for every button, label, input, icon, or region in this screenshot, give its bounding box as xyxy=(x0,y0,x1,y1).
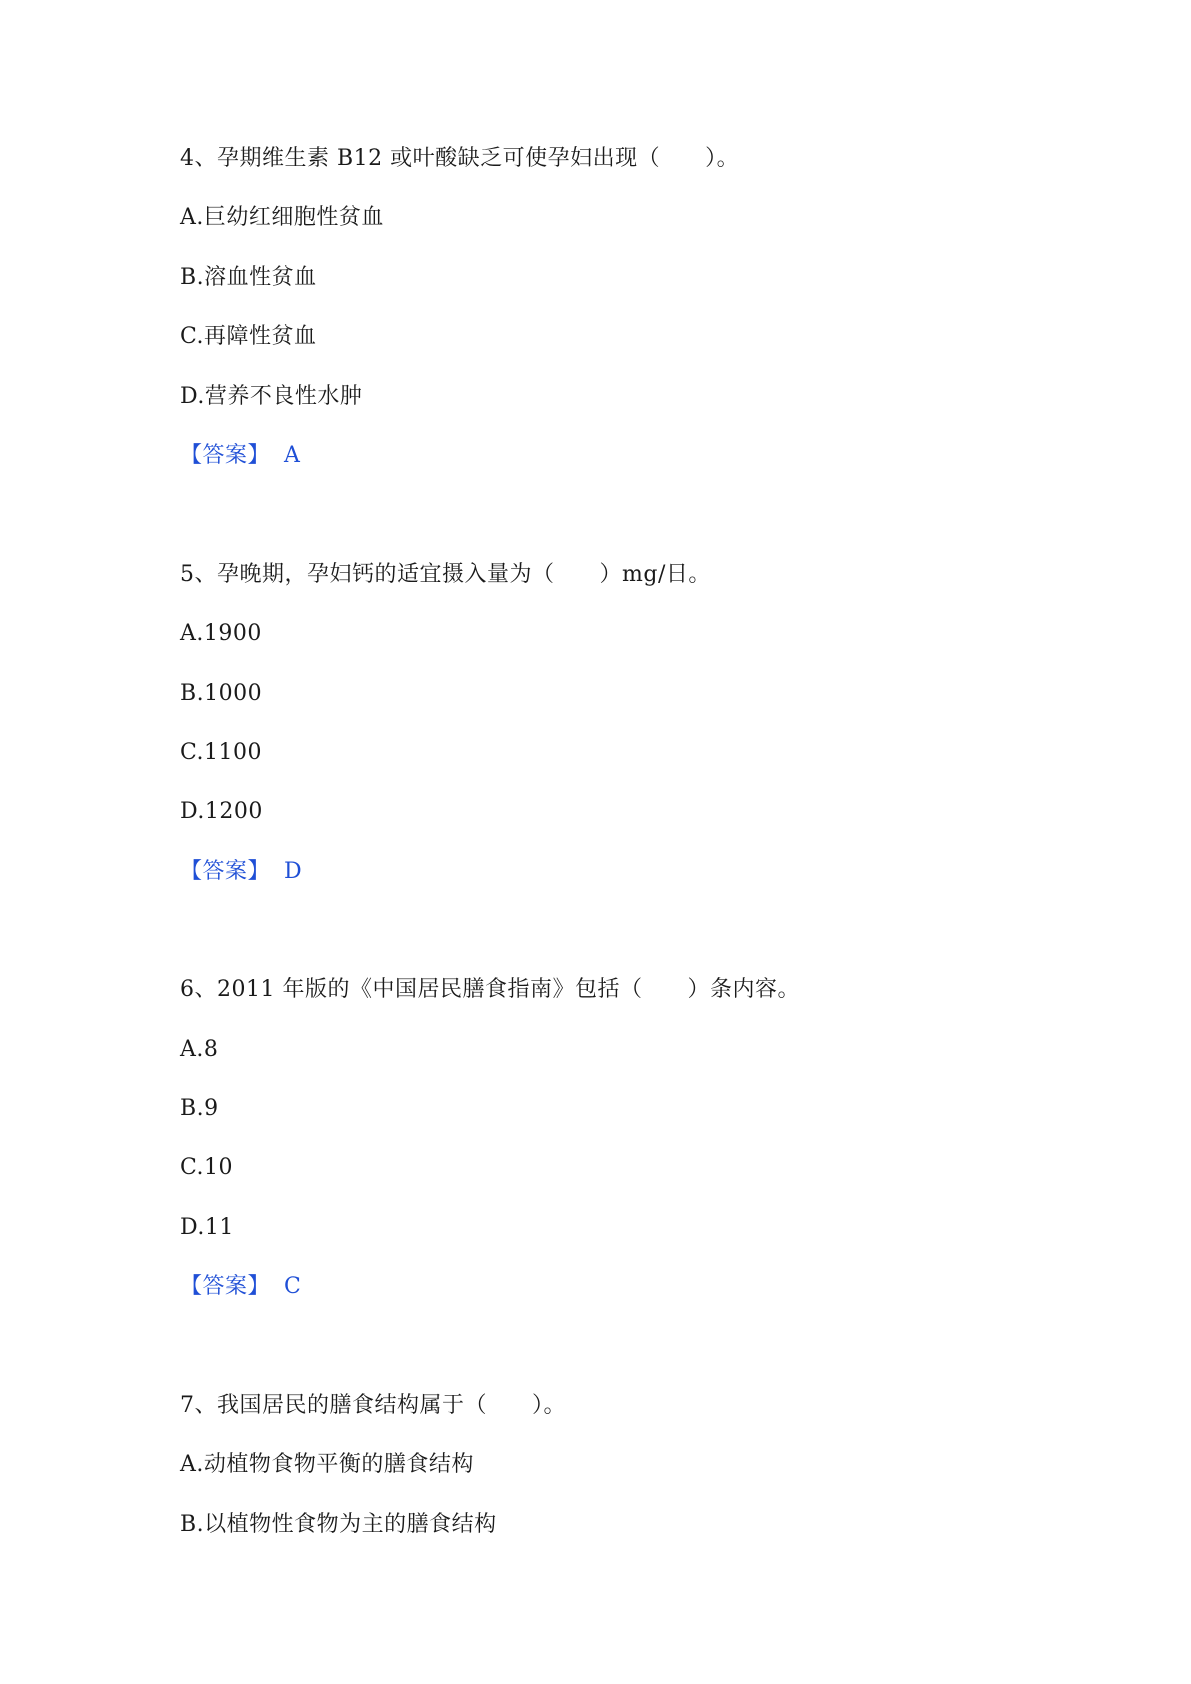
question-4-stem: 4、孕期维生素 B12 或叶酸缺乏可使孕妇出现（ ）。 xyxy=(180,146,740,171)
question-4-option-b: B.溶血性贫血 xyxy=(180,265,317,290)
answer-label: 【答案】 xyxy=(180,443,271,468)
answer-label: 【答案】 xyxy=(180,1274,271,1299)
question-6-stem: 6、2011 年版的《中国居民膳食指南》包括（ ）条内容。 xyxy=(180,977,800,1002)
question-7-option-b: B.以植物性食物为主的膳食结构 xyxy=(180,1512,497,1537)
question-4-answer xyxy=(180,441,300,471)
question-5-option-d: D.1200 xyxy=(180,799,263,824)
question-6-option-d: D.11 xyxy=(180,1215,234,1240)
question-4-option-a: A.巨幼红细胞性贫血 xyxy=(180,205,384,230)
question-6-option-c: C.10 xyxy=(180,1155,234,1180)
question-5-option-b: B.1000 xyxy=(180,681,263,706)
question-5-option-a: A.1900 xyxy=(180,621,262,646)
question-7-option-a: A.动植物食物平衡的膳食结构 xyxy=(180,1452,474,1477)
question-6-option-a: A.8 xyxy=(180,1037,219,1062)
question-6-option-b: B.9 xyxy=(180,1096,219,1121)
answer-value: D xyxy=(284,859,303,884)
answer-value: A xyxy=(284,443,301,468)
question-5-stem: 5、孕晚期，孕妇钙的适宜摄入量为（ ）mg/日。 xyxy=(180,562,711,587)
answer-label: 【答案】 xyxy=(180,859,271,884)
question-4-option-d: D.营养不良性水肿 xyxy=(180,384,363,409)
question-6-answer xyxy=(180,1272,301,1302)
question-5-answer xyxy=(180,857,302,887)
answer-value: C xyxy=(284,1274,302,1299)
question-5-option-c: C.1100 xyxy=(180,740,263,765)
question-4-option-c: C.再障性贫血 xyxy=(180,324,317,349)
question-7-stem: 7、我国居民的膳食结构属于（ ）。 xyxy=(180,1393,566,1418)
